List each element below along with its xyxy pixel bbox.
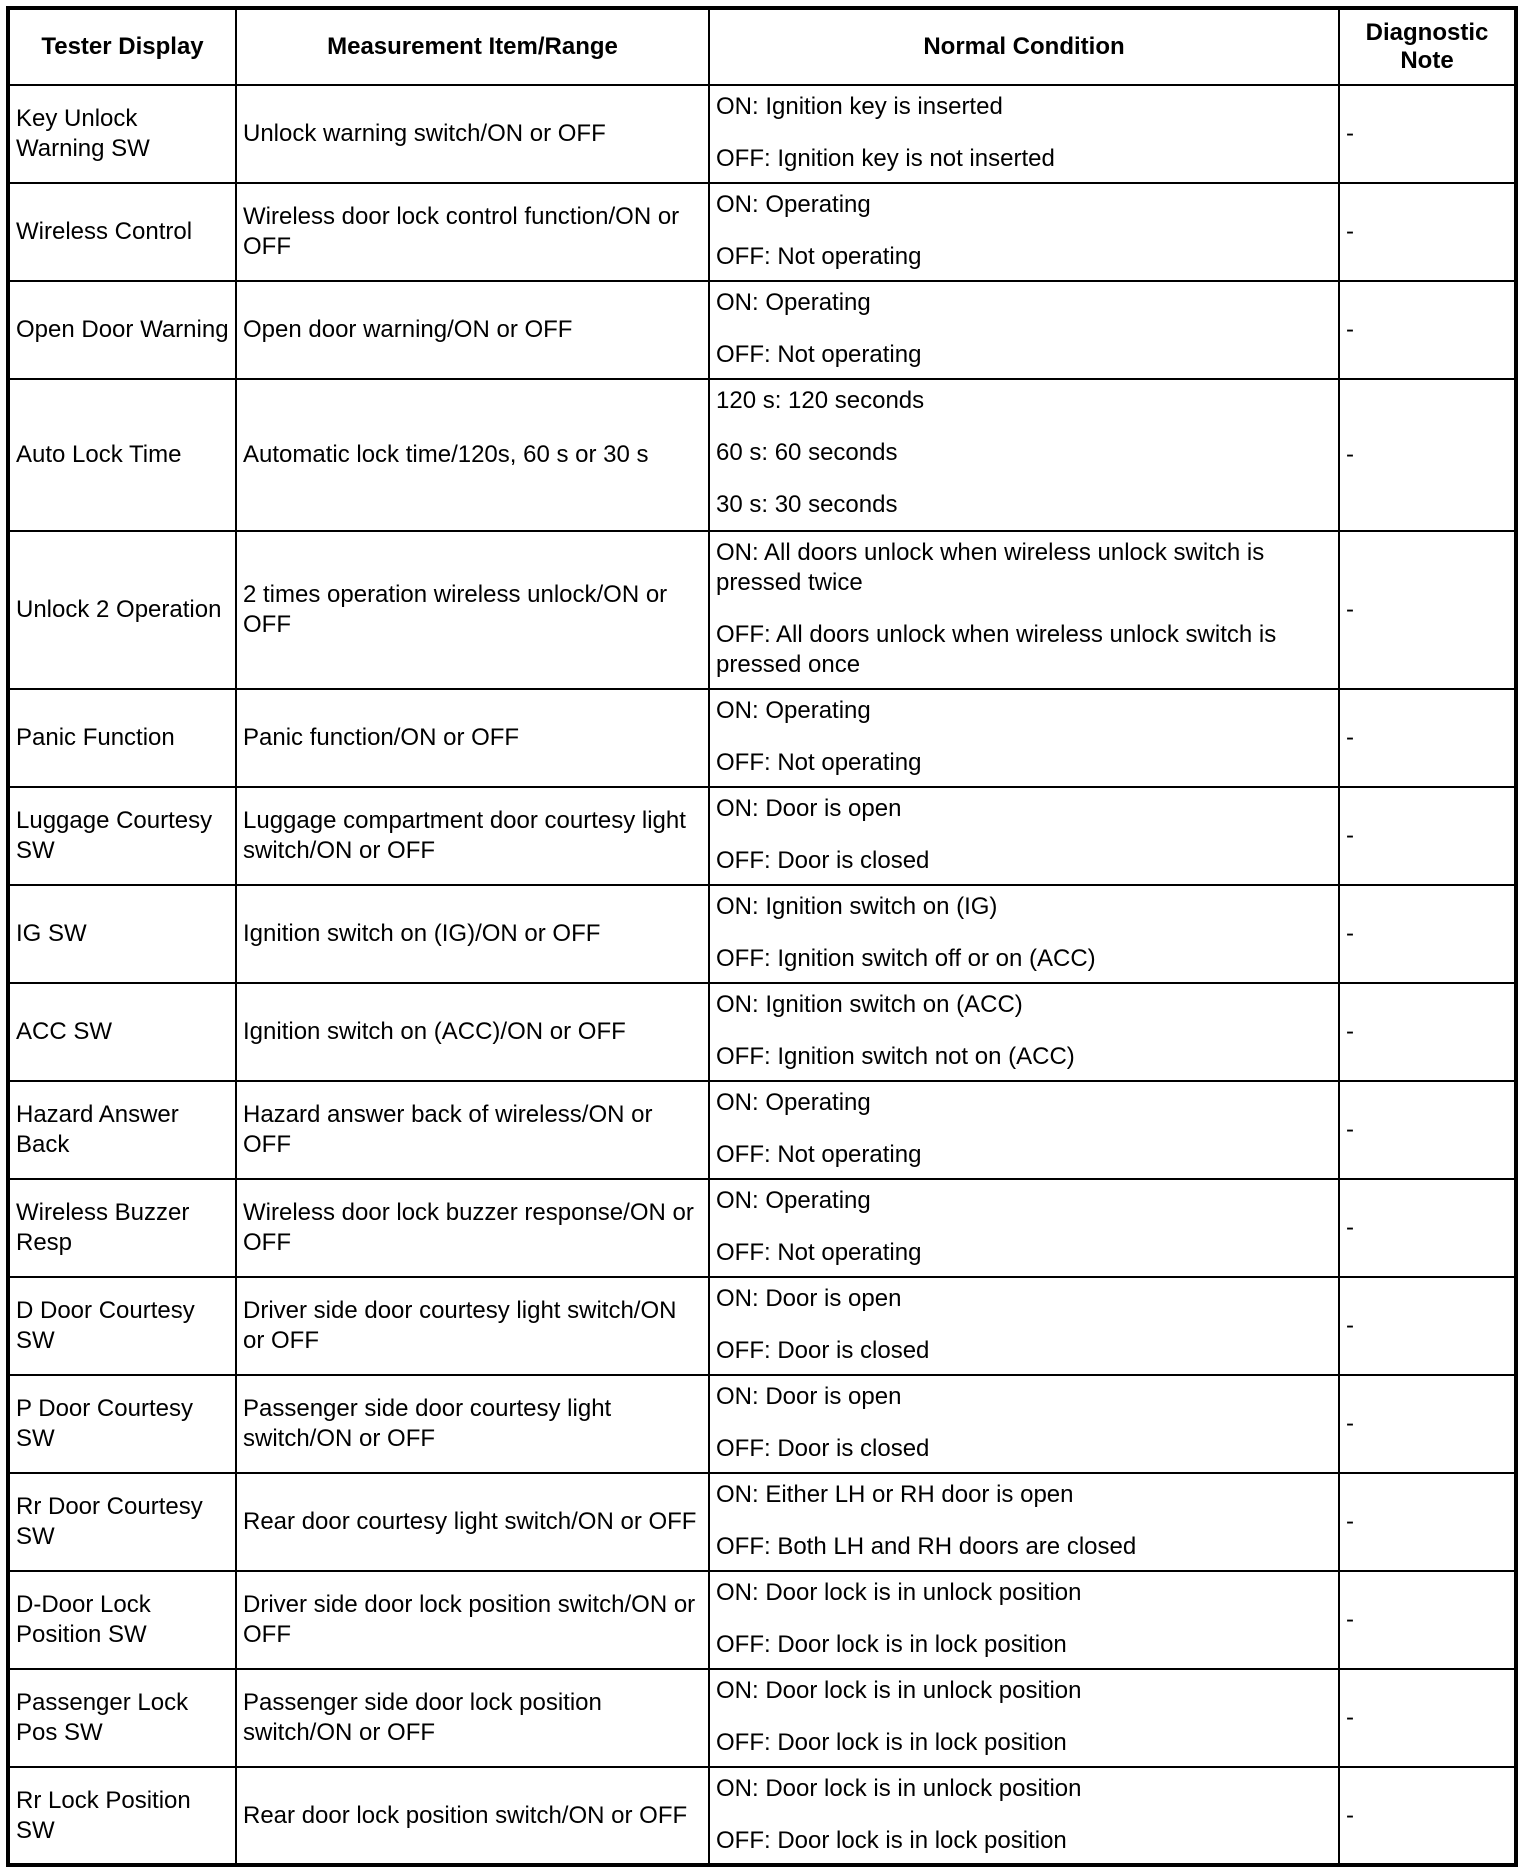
measurement-item-cell: Ignition switch on (ACC)/ON or OFF xyxy=(236,983,709,1081)
normal-condition-cell xyxy=(709,1179,1339,1277)
diagnostic-note-cell: - xyxy=(1339,183,1516,281)
diagnostic-note-cell: - xyxy=(1339,1375,1516,1473)
normal-condition-cell xyxy=(709,1081,1339,1179)
measurement-item-cell: Rear door lock position switch/ON or OFF xyxy=(236,1767,709,1865)
condition-line: OFF: Ignition switch not on (ACC) xyxy=(716,1043,1075,1070)
table-row xyxy=(8,1081,1516,1179)
measurement-item-cell: Panic function/ON or OFF xyxy=(236,689,709,787)
condition-line: ON: Door is open xyxy=(716,1383,902,1410)
condition-line: 120 s: 120 seconds xyxy=(716,387,925,414)
tester-display-cell: Wireless Buzzer Resp xyxy=(8,1179,236,1277)
condition-line: ON: Operating xyxy=(716,289,871,316)
table-row xyxy=(8,281,1516,379)
tester-display-cell: Unlock 2 Operation xyxy=(8,531,236,689)
tester-display-cell: Hazard Answer Back xyxy=(8,1081,236,1179)
table-row xyxy=(8,885,1516,983)
normal-condition-cell xyxy=(709,85,1339,183)
table-row xyxy=(8,689,1516,787)
table-row xyxy=(8,983,1516,1081)
diagnostic-note-cell: - xyxy=(1339,85,1516,183)
tester-display-cell: D Door Courtesy SW xyxy=(8,1277,236,1375)
tester-display-cell: D-Door Lock Position SW xyxy=(8,1571,236,1669)
tester-display-cell: ACC SW xyxy=(8,983,236,1081)
tester-display-cell: IG SW xyxy=(8,885,236,983)
condition-line: 30 s: 30 seconds xyxy=(716,491,898,518)
tester-display-cell: Luggage Courtesy SW xyxy=(8,787,236,885)
measurement-item-cell: Wireless door lock buzzer response/ON or OFF xyxy=(236,1179,709,1277)
table-header xyxy=(8,8,1516,85)
normal-condition-cell xyxy=(709,1473,1339,1571)
tester-display-cell: P Door Courtesy SW xyxy=(8,1375,236,1473)
header-diagnostic-note: Diagnostic Note xyxy=(1339,8,1516,85)
table-row xyxy=(8,379,1516,531)
table-row xyxy=(8,1669,1516,1767)
condition-line: ON: Operating xyxy=(716,191,871,218)
table-row xyxy=(8,1571,1516,1669)
table-body xyxy=(8,85,1516,1865)
condition-line: OFF: Door is closed xyxy=(716,1435,930,1462)
diagnostic-note-cell: - xyxy=(1339,531,1516,689)
normal-condition-cell xyxy=(709,1277,1339,1375)
measurement-item-cell: Passenger side door courtesy light switch/ON or OFF xyxy=(236,1375,709,1473)
condition-line: ON: Operating xyxy=(716,1187,871,1214)
diagnostic-note-cell: - xyxy=(1339,983,1516,1081)
condition-line: OFF: Door lock is in lock position xyxy=(716,1631,1067,1658)
measurement-item-cell: Rear door courtesy light switch/ON or OFF xyxy=(236,1473,709,1571)
measurement-item-cell: 2 times operation wireless unlock/ON or OFF xyxy=(236,531,709,689)
normal-condition-cell xyxy=(709,379,1339,531)
condition-line: OFF: Not operating xyxy=(716,1141,922,1168)
condition-line: ON: All doors unlock when wireless unlock switch is pressed twice xyxy=(716,539,1265,596)
condition-line: OFF: Not operating xyxy=(716,341,922,368)
tester-display-cell: Auto Lock Time xyxy=(8,379,236,531)
diagnostic-note-cell: - xyxy=(1339,1767,1516,1865)
data-list-table xyxy=(6,6,1518,1867)
table-row xyxy=(8,1473,1516,1571)
table-row xyxy=(8,1767,1516,1865)
table-row xyxy=(8,183,1516,281)
condition-line: ON: Door lock is in unlock position xyxy=(716,1775,1082,1802)
condition-line: ON: Door lock is in unlock position xyxy=(716,1579,1082,1606)
normal-condition-cell xyxy=(709,1767,1339,1865)
table-row xyxy=(8,531,1516,689)
condition-line: ON: Ignition key is inserted xyxy=(716,93,1003,120)
condition-line: OFF: Not operating xyxy=(716,1239,922,1266)
condition-line: OFF: Door lock is in lock position xyxy=(716,1827,1067,1854)
condition-line: OFF: All doors unlock when wireless unlock switch is pressed once xyxy=(716,621,1277,678)
condition-line: ON: Ignition switch on (ACC) xyxy=(716,991,1023,1018)
normal-condition-cell xyxy=(709,983,1339,1081)
condition-line: OFF: Both LH and RH doors are closed xyxy=(716,1533,1137,1560)
measurement-item-cell: Open door warning/ON or OFF xyxy=(236,281,709,379)
normal-condition-cell xyxy=(709,689,1339,787)
normal-condition-cell xyxy=(709,531,1339,689)
condition-line: ON: Door is open xyxy=(716,795,902,822)
tester-display-cell: Panic Function xyxy=(8,689,236,787)
table-row xyxy=(8,1375,1516,1473)
condition-line: ON: Ignition switch on (IG) xyxy=(716,893,998,920)
condition-line: ON: Operating xyxy=(716,697,871,724)
condition-line: ON: Either LH or RH door is open xyxy=(716,1481,1074,1508)
table-row xyxy=(8,85,1516,183)
header-tester-display: Tester Display xyxy=(8,8,236,85)
measurement-item-cell: Hazard answer back of wireless/ON or OFF xyxy=(236,1081,709,1179)
condition-line: OFF: Not operating xyxy=(716,749,922,776)
normal-condition-cell xyxy=(709,787,1339,885)
normal-condition-cell xyxy=(709,1669,1339,1767)
condition-line: ON: Door is open xyxy=(716,1285,902,1312)
measurement-item-cell: Passenger side door lock position switch/ON or OFF xyxy=(236,1669,709,1767)
diagnostic-note-cell: - xyxy=(1339,787,1516,885)
diagnostic-note-cell: - xyxy=(1339,1277,1516,1375)
condition-line: OFF: Door is closed xyxy=(716,1337,930,1364)
diagnostic-note-cell: - xyxy=(1339,689,1516,787)
measurement-item-cell: Wireless door lock control function/ON or OFF xyxy=(236,183,709,281)
table-row xyxy=(8,1277,1516,1375)
normal-condition-cell xyxy=(709,183,1339,281)
condition-line: OFF: Ignition switch off or on (ACC) xyxy=(716,945,1096,972)
diagnostic-note-cell: - xyxy=(1339,379,1516,531)
diagnostic-note-cell: - xyxy=(1339,1473,1516,1571)
diagnostic-note-cell: - xyxy=(1339,1669,1516,1767)
condition-line: ON: Operating xyxy=(716,1089,871,1116)
table-row xyxy=(8,1179,1516,1277)
header-normal-condition: Normal Condition xyxy=(709,8,1339,85)
condition-line: ON: Door lock is in unlock position xyxy=(716,1677,1082,1704)
measurement-item-cell: Automatic lock time/120s, 60 s or 30 s xyxy=(236,379,709,531)
tester-display-cell: Passenger Lock Pos SW xyxy=(8,1669,236,1767)
normal-condition-cell xyxy=(709,1571,1339,1669)
tester-display-cell: Open Door Warning xyxy=(8,281,236,379)
tester-display-cell: Rr Door Courtesy SW xyxy=(8,1473,236,1571)
measurement-item-cell: Driver side door lock position switch/ON or OFF xyxy=(236,1571,709,1669)
diagnostic-note-cell: - xyxy=(1339,1081,1516,1179)
tester-display-cell: Key Unlock Warning SW xyxy=(8,85,236,183)
normal-condition-cell xyxy=(709,281,1339,379)
measurement-item-cell: Luggage compartment door courtesy light switch/ON or OFF xyxy=(236,787,709,885)
measurement-item-cell: Unlock warning switch/ON or OFF xyxy=(236,85,709,183)
condition-line: OFF: Door is closed xyxy=(716,847,930,874)
header-row xyxy=(8,8,1516,85)
measurement-item-cell: Driver side door courtesy light switch/ON or OFF xyxy=(236,1277,709,1375)
condition-line: OFF: Door lock is in lock position xyxy=(716,1729,1067,1756)
tester-display-cell: Rr Lock Position SW xyxy=(8,1767,236,1865)
table-row xyxy=(8,787,1516,885)
condition-line: 60 s: 60 seconds xyxy=(716,439,898,466)
normal-condition-cell xyxy=(709,885,1339,983)
diagnostic-note-cell: - xyxy=(1339,885,1516,983)
tester-display-cell: Wireless Control xyxy=(8,183,236,281)
condition-line: OFF: Not operating xyxy=(716,243,922,270)
normal-condition-cell xyxy=(709,1375,1339,1473)
condition-line: OFF: Ignition key is not inserted xyxy=(716,145,1055,172)
header-measurement-item: Measurement Item/Range xyxy=(236,8,709,85)
diagnostic-note-cell: - xyxy=(1339,1179,1516,1277)
diagnostic-note-cell: - xyxy=(1339,281,1516,379)
diagnostic-note-cell: - xyxy=(1339,1571,1516,1669)
measurement-item-cell: Ignition switch on (IG)/ON or OFF xyxy=(236,885,709,983)
